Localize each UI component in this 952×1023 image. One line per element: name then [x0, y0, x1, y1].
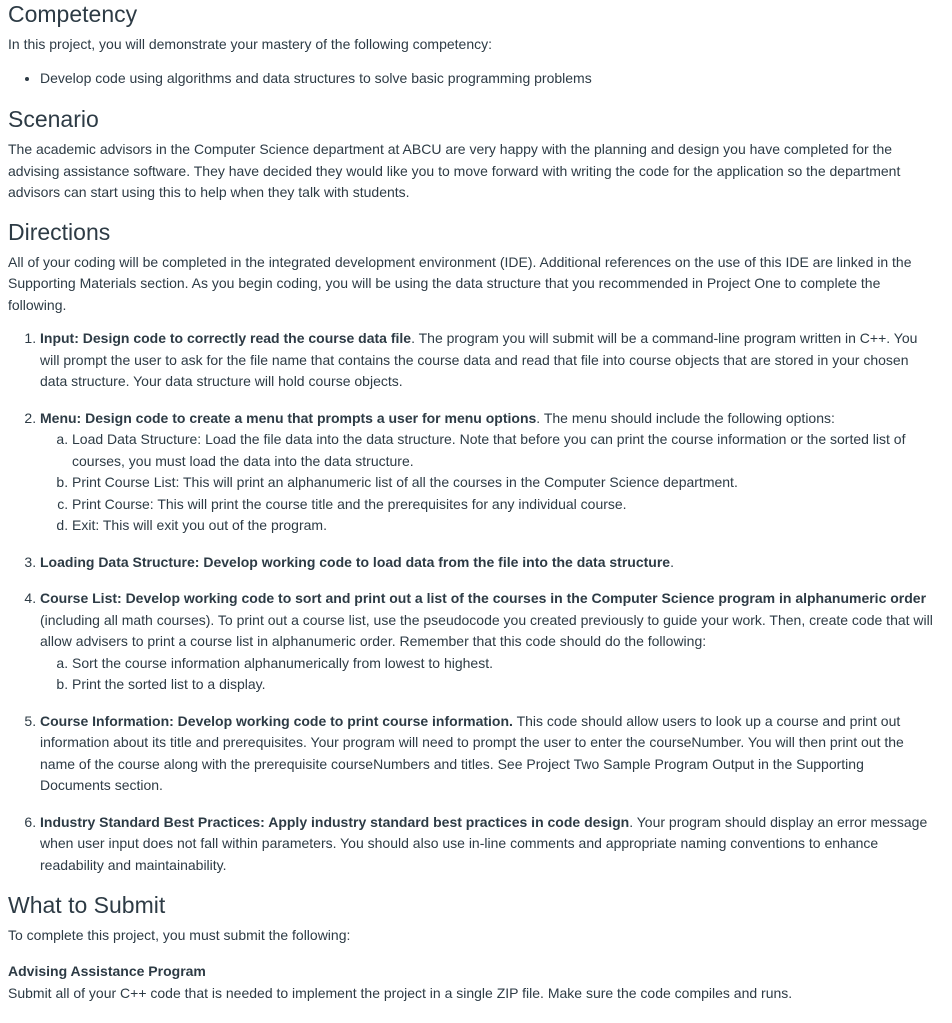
sub-item: b. Print the sorted list to a display.: [72, 674, 938, 696]
step-text: .: [670, 553, 674, 570]
step-input: [40, 328, 938, 393]
sub-item: a. Sort the course information alphanumerically from lowest to highest.: [72, 653, 938, 675]
submit-item-title: Advising Assistance Program: [8, 962, 206, 979]
step-text: This code should allow users to look up a course and print out information about its title and prerequisites. Your program will need to prompt the user to enter the courseNumber. You will then print out the name of the course along with the prerequisite courseNumbers and titles. See Project Two Sample Program Output in the Supporting Documents section.: [40, 712, 904, 793]
submit-section: [8, 891, 938, 1005]
step-text: . The menu should include the following options:: [536, 409, 835, 426]
step-title: Course List: Develop working code to sort and print out a list of the courses in the Computer Science program in alphanumeric order: [40, 590, 927, 606]
scenario-heading: Scenario: [8, 106, 99, 132]
scenario-text: The academic advisors in the Computer Science department at ABCU are very happy with the planning and design you have completed for the advising assistance software. They have decided they would like you to move forward with writing the code for the application so the department advisors can start using this to help when they talk with students.: [8, 141, 901, 200]
step-title: Industry Standard Best Practices: Apply industry standard best practices in code design: [40, 813, 630, 830]
step-menu: [40, 408, 938, 537]
step-title: Course Information: Develop working code to print course information.: [40, 712, 513, 729]
sub-item: b. Print Course List: This will print an alphanumeric list of all the courses in the Computer Science department.: [72, 472, 938, 494]
step-text: . Your program should display an error message when user input does not fall within parameters. You should also use in-line comments and appropriate naming conventions to enhance readability and maintainability.: [40, 813, 928, 873]
competency-section: [8, 0, 938, 89]
directions-intro: All of your coding will be completed in the integrated development environment (IDE). Additional references on the use of this IDE are linked in the Supporting Materials section. As you begin coding, you will be using the data structure that you recommended in Project One to complete the following.: [8, 253, 912, 313]
competency-intro: In this project, you will demonstrate your mastery of the following competency:: [8, 36, 492, 52]
directions-steps: [8, 328, 938, 876]
step-text: . The program you will submit will be a command-line program written in C++. You will prompt the user to ask for the file name that contains the course data and read that file into course objects that are stored in your chosen data structure. Your data structure will hold course objects.: [40, 330, 918, 389]
step-best-practices: [40, 812, 938, 877]
competency-bullet: • Develop code using algorithms and data structures to solve basic programming problems: [40, 68, 938, 90]
scenario-section: [8, 105, 938, 204]
step-title: Input: Design code to correctly read the course data file: [40, 330, 412, 346]
step-title: Menu: Design code to create a menu that prompts a user for menu options: [40, 409, 537, 426]
competency-heading: Competency: [8, 1, 138, 27]
directions-heading: Directions: [8, 218, 111, 245]
submit-item-text: Submit all of your C++ code that is needed to implement the project in a single ZIP file. Make sure the code compiles and runs.: [8, 985, 793, 1001]
step-title: Loading Data Structure: Develop working code to load data from the file into the data structure: [40, 553, 671, 570]
menu-options-list: [40, 429, 938, 537]
step-course-info: [40, 711, 938, 797]
competency-list: [8, 68, 938, 90]
directions-section: [8, 218, 938, 877]
sub-item: d. Exit: This will exit you out of the program.: [72, 515, 938, 537]
course-list-requirements: [40, 653, 938, 696]
submit-intro: To complete this project, you must submit the following:: [8, 927, 351, 943]
sub-item: c. Print Course: This will print the course title and the prerequisites for any individual course.: [72, 494, 938, 516]
submit-heading: What to Submit: [8, 892, 166, 918]
step-loading: [40, 552, 938, 574]
step-text: (including all math courses). To print out a course list, use the pseudocode you created previously to guide your work. Then, create code that will allow advisers to print a course list in alphanumeric order. Remember that this code should do the following:: [40, 611, 933, 649]
sub-item: a. Load Data Structure: Load the file data into the data structure. Note that before you can print the course information or the sorted list of courses, you must load the data into the data structure.: [72, 429, 938, 472]
step-course-list: [40, 588, 938, 696]
